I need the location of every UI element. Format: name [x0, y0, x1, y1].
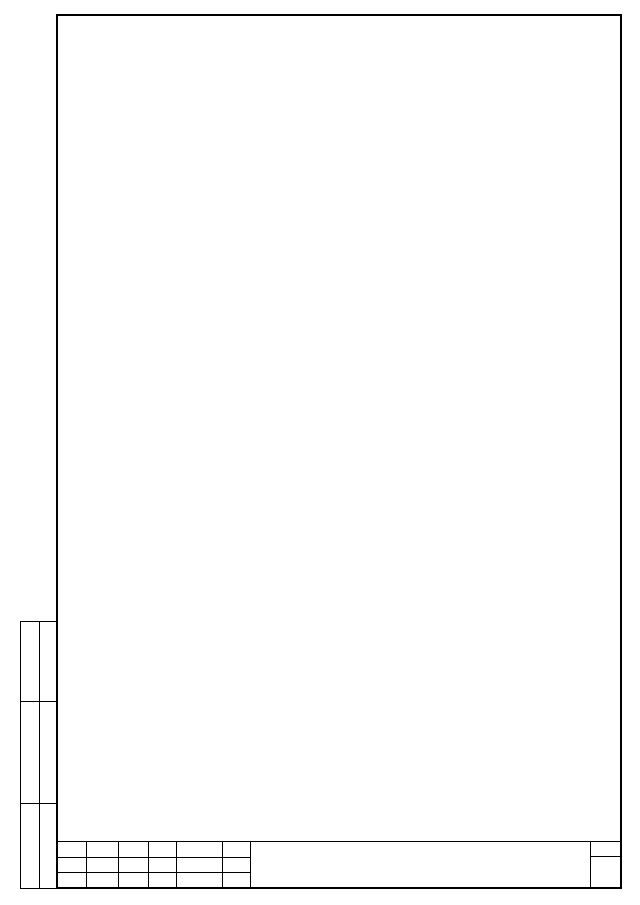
page-frame [56, 14, 622, 889]
document-code [250, 842, 590, 888]
title-block-col-line [222, 842, 223, 888]
sheet-cell [590, 842, 620, 888]
title-block [58, 841, 620, 887]
title-block-col-line [176, 842, 177, 888]
side-cell-inv [20, 803, 58, 889]
side-cell-signature [20, 701, 58, 803]
side-cell-vzam [20, 621, 58, 701]
title-block-col-line [118, 842, 119, 888]
title-block-col-line [86, 842, 87, 888]
sheet-divider [590, 856, 620, 857]
title-block-col-line [148, 842, 149, 888]
document-body [82, 32, 614, 54]
side-stamp-strip [20, 621, 58, 889]
